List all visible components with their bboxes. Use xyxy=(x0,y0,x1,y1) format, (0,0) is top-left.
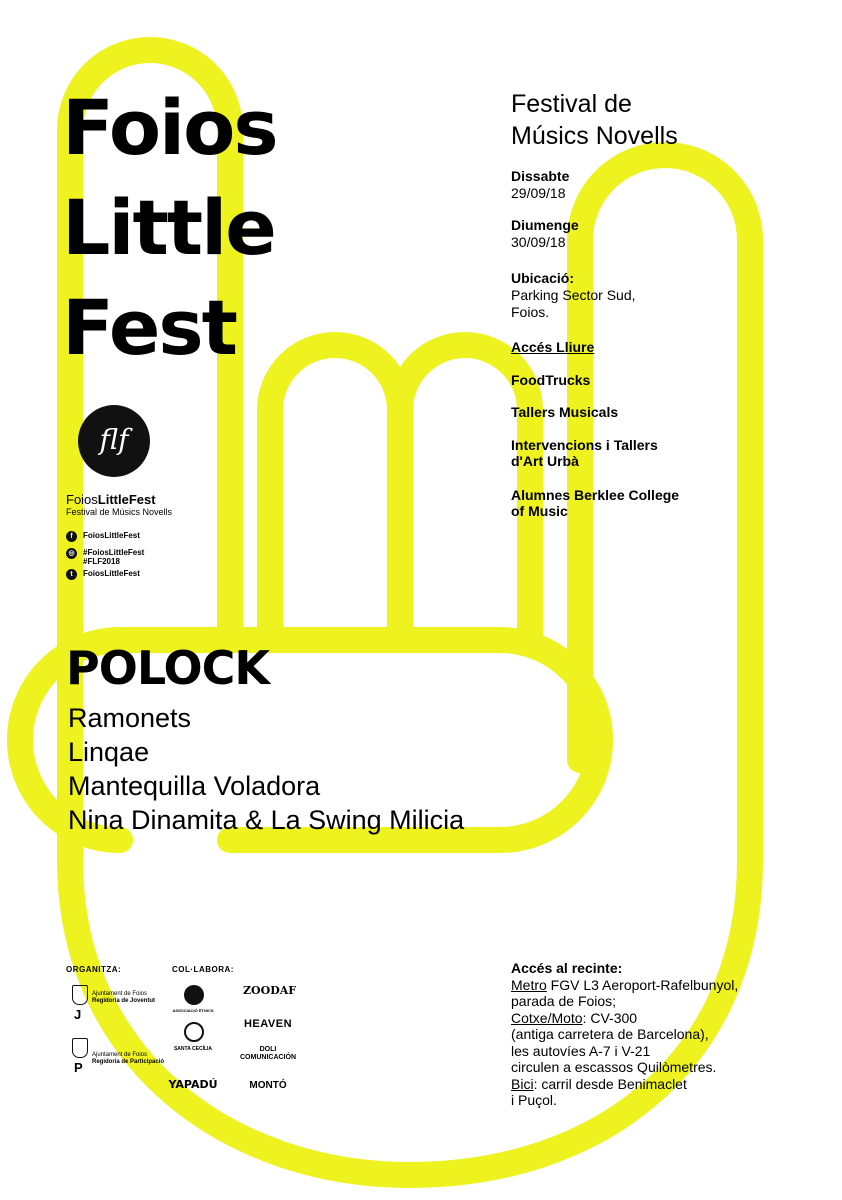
zoodaf-logo-icon: ZOODAF xyxy=(243,984,297,997)
town-shield-icon xyxy=(72,985,88,1005)
collaborator-text: ASSOCIACIÓ ÈTNICS xyxy=(172,1008,214,1013)
subtitle-line-2: Músics Novells xyxy=(511,122,678,150)
twitter-row[interactable] xyxy=(66,569,140,580)
urban-art-line-1: Intervencions i Tallers xyxy=(511,437,658,453)
brand-name-suffix: LittleFest xyxy=(97,492,156,507)
title-line-2: Little xyxy=(62,183,275,272)
date-day-2: Diumenge xyxy=(511,217,579,233)
access-metro-line-2: parada de Foios; xyxy=(511,993,617,1009)
metro-label: Metro xyxy=(511,976,547,993)
associacio-logo-icon xyxy=(184,985,204,1005)
organizer-letter: P xyxy=(74,1060,83,1075)
access-title: Accés al recinte: xyxy=(511,960,623,976)
access-bike-line-2: i Puçol. xyxy=(511,1092,557,1108)
instagram-row[interactable] xyxy=(66,548,144,566)
title-line-3: Fest xyxy=(62,283,236,372)
bike-text: : carril desde Benimaclet xyxy=(533,1075,687,1092)
brand-name-prefix: Foios xyxy=(66,492,98,507)
access-car xyxy=(511,1010,738,1027)
flf-monogram-icon xyxy=(78,405,150,477)
date-value-2: 30/09/18 xyxy=(511,234,566,250)
organizer-text xyxy=(92,1052,164,1066)
facebook-handle: FoiosLittleFest xyxy=(83,531,140,540)
heaven-logo-icon: HEAVEN xyxy=(243,1018,293,1030)
food-trucks-text: FoodTrucks xyxy=(511,372,591,388)
organizer-letter: J xyxy=(74,1007,82,1022)
band-item: Ramonets xyxy=(68,703,192,733)
organizer-line-2: Regidoria de Participació xyxy=(92,1059,165,1065)
workshops-text: Tallers Musicals xyxy=(511,404,619,420)
location-line-1: Parking Sector Sud, xyxy=(511,287,636,303)
access-car-line-4: circulen a escassos Quilòmetres. xyxy=(511,1059,717,1075)
brand-tagline: Festival de Músics Novells xyxy=(66,507,173,517)
berklee-line-1: Alumnes Berklee College xyxy=(511,487,680,503)
twitter-handle: FoiosLittleFest xyxy=(83,569,140,578)
instagram-icon: ◎ xyxy=(66,548,77,559)
instagram-line-2: #FLF2018 xyxy=(83,557,120,566)
location-label: Ubicació: xyxy=(511,270,575,286)
facebook-icon: f xyxy=(66,531,77,542)
date-value-1: 29/09/18 xyxy=(511,185,566,201)
band-item: Linqae xyxy=(68,737,150,767)
access-car-line-3: les autovíes A-7 i V-21 xyxy=(511,1042,651,1059)
access-info xyxy=(511,960,738,1109)
facebook-row[interactable] xyxy=(66,531,140,542)
band-item: Mantequilla Voladora xyxy=(68,771,321,801)
town-shield-icon xyxy=(72,1038,88,1058)
twitter-icon: t xyxy=(66,569,77,580)
headliner-name: POLOCK xyxy=(66,641,269,695)
access-car-line-2: (antiga carretera de Barcelona), xyxy=(511,1026,709,1042)
organitza-label: ORGANITZA: xyxy=(66,965,122,974)
band-item: Nina Dinamita & La Swing Milicia xyxy=(68,805,465,835)
free-access-text: Accés Lliure xyxy=(511,339,595,355)
santa-cecilia-logo-icon xyxy=(184,1022,204,1042)
instagram-hashtags xyxy=(83,548,144,566)
metro-text: FGV L3 Aeroport-Rafelbunyol, xyxy=(546,976,739,993)
title-line-1: Foios xyxy=(62,83,277,172)
yapadu-logo-icon: YAPADÚ xyxy=(168,1078,218,1091)
berklee-line-2: of Music xyxy=(511,503,568,519)
monto-logo-icon: MONTÓ xyxy=(249,1080,287,1091)
organizer-line-1: Ajuntament de Foios xyxy=(92,1052,148,1058)
organizer-line-2: Regidoria de Joventut xyxy=(92,998,156,1004)
collabora-label: COL·LABORA: xyxy=(172,965,234,974)
organizer-line-1: Ajuntament de Foios xyxy=(92,991,148,997)
date-day-1: Dissabte xyxy=(511,168,570,184)
urban-art-line-2: d'Art Urbà xyxy=(511,453,579,469)
doli-logo-icon: DOLI COMUNICACIÓN xyxy=(240,1046,296,1061)
car-label: Cotxe/Moto xyxy=(511,1009,583,1026)
instagram-line-1: #FoiosLittleFest xyxy=(83,548,145,557)
organizer-text xyxy=(92,991,155,1005)
access-metro xyxy=(511,977,738,994)
location-line-2: Foios. xyxy=(511,304,550,320)
logo-monogram-text: flf xyxy=(99,423,129,456)
access-bike xyxy=(511,1076,738,1093)
brand-name xyxy=(66,492,156,507)
collaborator-text: SANTA CECÍLIA xyxy=(173,1046,213,1052)
subtitle-line-1: Festival de xyxy=(511,90,632,118)
car-text: : CV-300 xyxy=(582,1009,638,1026)
bike-label: Bici xyxy=(511,1075,534,1092)
